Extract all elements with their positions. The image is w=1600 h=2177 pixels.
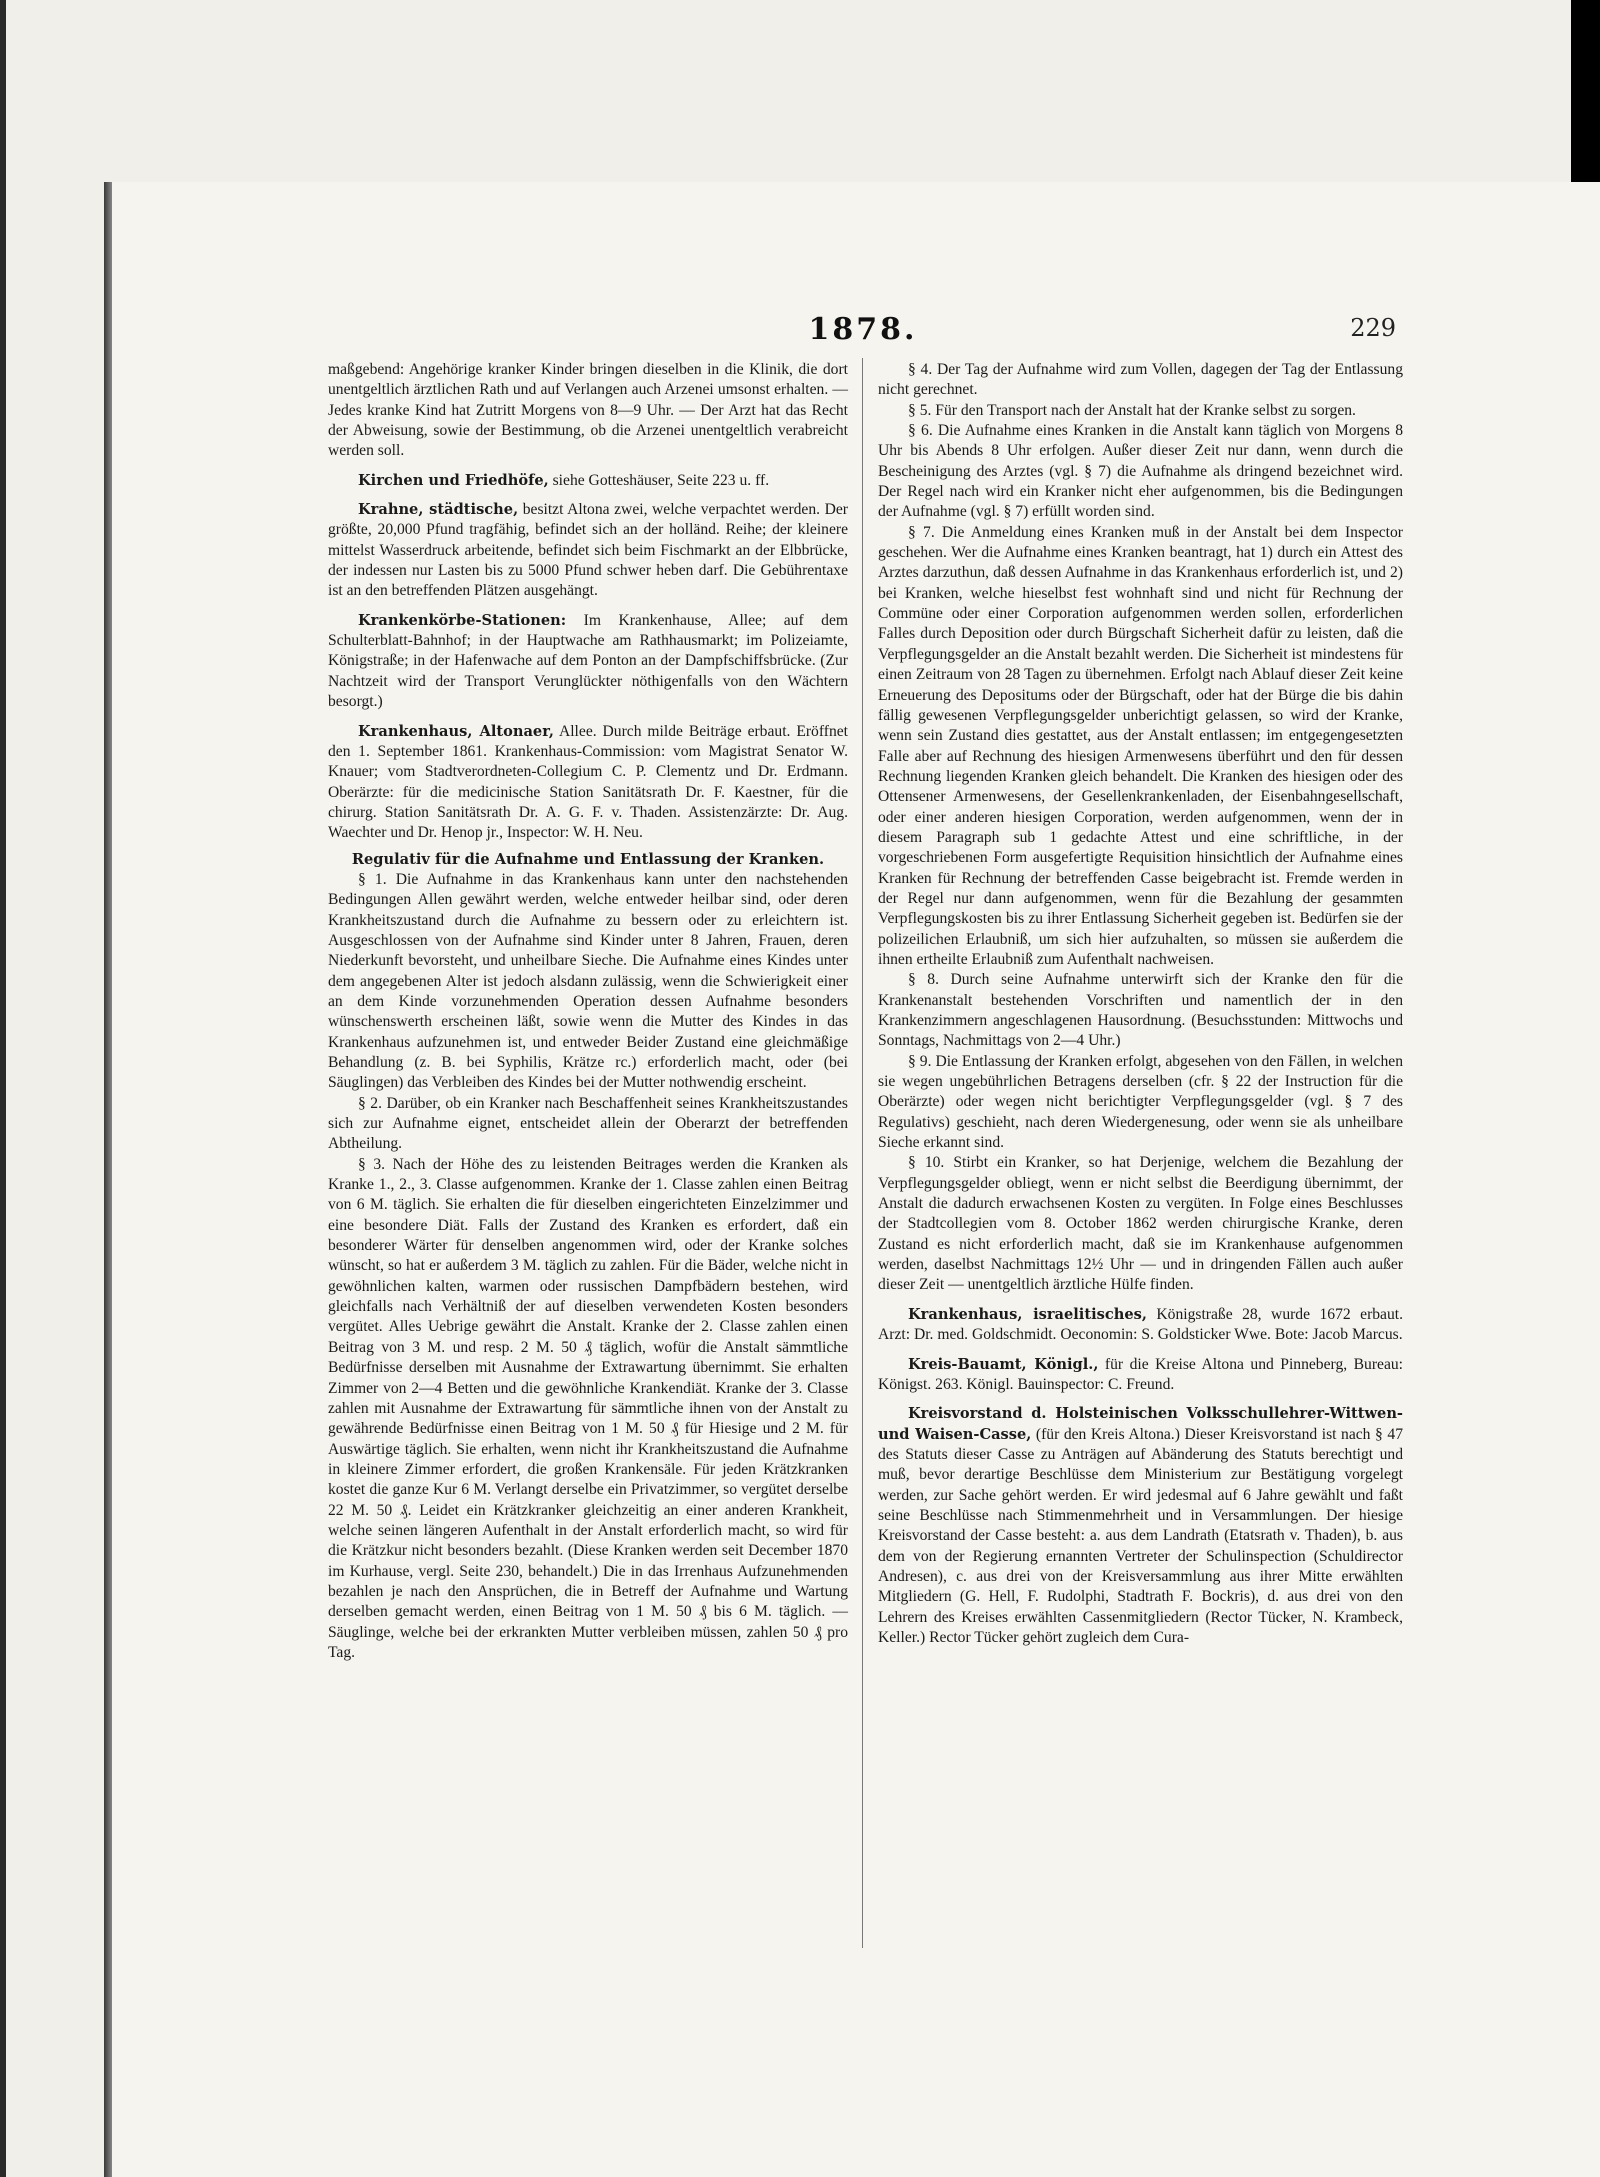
entry-headword: Kirchen und Friedhöfe,	[358, 471, 549, 489]
paragraph-8: § 8. Durch seine Aufnahme unterwirft sich der Kranke den für die Krankenanstalt bestehenden Vorschriften und namentlich der in den Krankenzimmern angeschlagenen Hausordnung. (Besuchsstunden: Mittwochs und Sonntags, Nachmittags von 2—4 Uhr.)	[878, 971, 1403, 1050]
paragraph-10: § 10. Stirbt ein Kranker, so hat Derjenige, welchem die Bezahlung der Verpflegungsgelder obliegt, wenn er nicht selbst die Beerdigung übernimmt, der Anstalt die dadurch erwachsenen Kosten zu vergüten. In Folge eines Beschlusses der Stadtcollegien vom 8. October 1862 werden chirurgische Kranke, deren Zustand es nicht erforderlich macht, daß sie im Krankenhause aufgenommen werden, daselbst Nachmittags 12½ Uhr — und in dringenden Fällen auch außer dieser Zeit — unentgeltlich ärztliche Hülfe finden.	[878, 1154, 1403, 1294]
page-year: 1878.	[808, 312, 918, 347]
paragraph-3: § 3. Nach der Höhe des zu leistenden Beitrages werden die Kranken als Kranke 1., 2., 3. Classe aufgenommen. Kranke der 1. Classe zahlen einen Beitrag von 6 M. täglich. Sie erhalten die für dieselben eingerichteten Einzelzimmer und eine besondere Diät. Falls der Zustand des Kranken es erfordert, daß ein besonderer Wärter für denselben angenommen wird, oder der Kranke solches wünscht, so hat er außerdem 3 M. täglich zu zahlen. Für die Bäder, welche nicht in gewöhnlichen kalten, warmen oder russischen Dampfbädern bestehen, wird gleichfalls nach Verhältniß der auf dieselben verwendeten Kosten besonders vergütet. Alles Uebrige gewährt die Anstalt. Kranke der 2. Classe zahlen einen Beitrag von 3 M. und resp. 2 M. 50 ₰ täglich, wofür die Anstalt sämmtliche Bedürfnisse derselben mit Ausnahme der Extrawartung übernimmt. Sie erhalten Zimmer von 2—4 Betten und die gewöhnliche Krankendiät. Kranke der 3. Classe zahlen mit Ausnahme der Extrawartung für sämmtliche ihnen von der Anstalt zu gewährende Bedürfnisse einen Beitrag von 1 M. 50 ₰ für Hiesige und 2 M. für Auswärtige täglich. Sie erhalten, wenn nicht ihr Krankheitszustand die Aufnahme in kleinere Zimmer erfordert, die großen Krankensäle. Für jeden Krätzkranken kostet die ganze Kur 6 M. Verlangt derselbe ein Privatzimmer, so vergütet derselbe 22 M. 50 ₰. Leidet ein Krätzkranker gleichzeitig an einer anderen Krankheit, welche seinen längeren Aufenthalt in der Anstalt erforderlich macht, so wird für die Krätzkur nicht besonders bezahlt. (Diese Kranken werden seit December 1870 im Kurhause, vergl. Seite 230, behandelt.) Die in das Irrenhaus Aufzunehmenden bezahlen je nach den Ansprüchen, die in Betreff der Aufnahme und Wartung derselben gemacht werden, einen Beitrag von 1 M. 50 ₰ bis 6 M. täglich. — Säuglinge, welche bei der erkrankten Mutter verbleiben müssen, zahlen 50 ₰ pro Tag.	[328, 1155, 848, 1661]
entry-kirchen	[328, 471, 848, 491]
paragraph-6: § 6. Die Aufnahme eines Kranken in die Anstalt kann täglich von Morgens 8 Uhr bis Abends 8 Uhr erfolgen. Außer dieser Zeit nur dann, wenn durch die Bescheinigung des Arztes (vgl. § 7) die Aufnahme als dringend bezeichnet wird. Der Regel nach wird ein Kranker nicht eher aufgenommen, bis die Bedingungen der Aufnahme (vgl. § 7) erfüllt worden sind.	[878, 422, 1403, 521]
entry-headword: Kreis-Bauamt, Königl.,	[908, 1355, 1099, 1373]
entry-text: Im Krankenhause, Allee; auf dem Schulterblatt-Bahnhof; in der Hauptwache am Rathhausmarkt; im Polizeiamte, Königstraße; in der Hafenwache auf dem Ponton an der Dampfschiffsbrücke. (Zur Nachtzeit wird der Transport Verunglückter nöthigenfalls von den Wächtern besorgt.)	[328, 611, 848, 711]
entry-headword: Krahne, städtische,	[358, 501, 519, 519]
entry-headword: Krankenkörbe-Stationen:	[358, 611, 567, 629]
entry-text: (für den Kreis Altona.) Dieser Kreisvorstand ist nach § 47 des Statuts dieser Casse zu Anträgen auf Abänderung des Statuts berechtigt und muß, bevor derartige Beschlüsse dem Ministerium zur Bestätigung vorgelegt werden, zur Sache gehört werden. Er wird jedesmal auf 6 Jahre gewählt und faßt seine Beschlüsse nach Stimmenmehrheit und in Versammlungen. Der hiesige Kreisvorstand der Casse besteht: a. aus dem Landrath (Etatsrath v. Thaden), b. aus dem von der Regierung ernannten Vertreter der Schulinspection (Schuldirector Andresen), c. aus drei von der Kreisversammlung aus ihrer Mitte erwählten Mitgliedern (G. Hell, F. Rudolphi, Stadtrath F. Bockris), d. aus drei von den Lehrern des Kreises erwählten Cassenmitgliedern (Rector Tücker, N. Krambeck, Keller.) Rector Tücker gehört zugleich dem Cura-	[878, 1425, 1403, 1646]
entry-krankenkoerbe	[328, 611, 848, 713]
paragraph-4: § 4. Der Tag der Aufnahme wird zum Vollen, dagegen der Tag der Entlassung nicht gerechnet.	[878, 361, 1403, 399]
entry-kreisvorstand	[878, 1404, 1403, 1648]
page-number: 229	[1350, 314, 1396, 342]
entry-text: Königstraße 28, wurde 1672 erbaut. Arzt: Dr. med. Goldschmidt. Oeconomin: S. Goldsticker Wwe. Bote: Jacob Marcus.	[878, 1305, 1404, 1344]
entry-text: siehe Gotteshäuser, Seite 223 u. ff.	[548, 471, 770, 489]
entry-headword: Krankenhaus, israelitisches,	[908, 1305, 1147, 1323]
regulativ-heading: Regulativ für die Aufnahme und Entlassung der Kranken.	[351, 850, 825, 868]
page-header	[330, 312, 1396, 352]
paragraph-9: § 9. Die Entlassung der Kranken erfolgt, abgesehen von den Fällen, in welchen sie wegen ungebührlichen Betragens derselben (cfr. § 22 der Instruction für die Oberärzte) oder wegen nicht berichtigter Verpflegungsgelder (vgl. § 7 des Regulativs) geschieht, nach deren Wiedergenesung, oder wenn sie als unheilbare Sieche erkannt sind.	[878, 1052, 1403, 1152]
entry-krankenhaus-israelitisches	[878, 1305, 1403, 1346]
entry-krahne	[328, 500, 848, 602]
entry-headword: Kreisvorstand d. Holsteinischen Volksschullehrer-Wittwen- und Waisen-Casse,	[878, 1405, 1403, 1443]
clinic-continuation: maßgebend: Angehörige kranker Kinder bringen dieselben in die Klinik, die dort unentgeltlich ärztlichen Rath und auf Verlangen auch Arzenei umsonst erhalten. — Jedes kranke Kind hat Zutritt Morgens von 8—9 Uhr. — Der Arzt hat das Recht der Abweisung, sowie der Bestimmung, ob die Arzenei unentgeltlich verabreicht werden soll.	[328, 361, 848, 460]
paragraph-2: § 2. Darüber, ob ein Kranker nach Beschaffenheit seines Krankheitszustandes sich zur Aufnahme eignet, entscheidet allein der Oberarzt der betreffenden Abtheilung.	[328, 1094, 848, 1153]
left-column	[328, 360, 848, 1663]
entry-text: besitzt Altona zwei, welche verpachtet werden. Der größte, 20,000 Pfund tragfähig, befindet sich an der holländ. Reihe; der kleinere mittelst Wasserdruck arbeitende, befindet sich beim Fischmarkt an der Elbbrücke, der indessen nur Lasten bis zu 5000 Pfund schwer heben darf. Die Gebührentaxe ist an den betreffenden Plätzen ausgehängt.	[328, 501, 848, 600]
entry-krankenhaus-altonaer	[328, 722, 848, 844]
entry-kreis-bauamt	[878, 1355, 1403, 1396]
entry-text: Allee. Durch milde Beiträge erbaut. Eröffnet den 1. September 1861. Krankenhaus-Commission: vom Magistrat Senator W. Knauer; vom Stadtverordneten-Collegium C. P. Clementz und Dr. Erdmann. Oberärzte: für die medicinische Station Sanitätsrath Dr. F. Kaestner, für die chirurg. Station Sanitätsrath Dr. A. G. F. v. Thaden. Assistenzärzte: Dr. Aug. Waechter und Dr. Henop jr., Inspector: W. H. Neu.	[328, 722, 849, 842]
column-divider	[862, 358, 863, 1948]
paragraph-7: § 7. Die Anmeldung eines Kranken muß in der Anstalt bei dem Inspector geschehen. Wer die Aufnahme eines Kranken beantragt, hat 1) durch ein Attest des Arztes darzuthun, daß dessen Aufnahme in das Krankenhaus erforderlich ist, und 2) bei Kranken, welche hieselbst fest wohnhaft sind und nicht für Rechnung der Commüne oder einer Corporation aufgenommen werden sollen, erforderlichen Falles durch Deposition oder durch Bürgschaft Sicherheit dafür zu leisten, daß die Verpflegungsgelder an die Anstalt bezahlt werden. Die Sicherheit ist mindestens für einen Zeitraum von 28 Tagen zu übernehmen. Erfolgt nach Ablauf dieser Zeit keine Erneuerung des Depositums oder der Bürgschaft, oder hat der Bürge die bis dahin fällig gewesenen Verpflegungsgelder unberichtigt gelassen, so wird der Kranke, wenn sein Zustand dies gestattet, aus der Anstalt entlassen; im entgegengesetzten Falle aber auf Rechnung des hiesigen Armenwesens überführt und den für dessen Rechnung liegenden Kranken gleich behandelt. Die Kranken des hiesigen oder des Ottensener Armenwesens, der Gesellenkrankenladen, der Eisenbahngesellschaft, oder einer anderen hiesigen Corporation, werden aufgenommen, wenn der in diesem Paragraph sub 1 gedachte Attest und eine schriftliche, in der vorgeschriebenen Form ausgefertigte Requisition hinsichtlich der Aufnahme eines Kranken für Rechnung der betreffenden Casse beigebracht ist. Fremde werden in der Regel nur dann aufgenommen, wenn für die Bezahlung der gesammten Verpflegungskosten bis zu ihrer Entlassung Sicherheit gegeben ist. Bedürfen sie der polizeilichen Erlaubniß, um sich hier aufzuhalten, so müssen sie außerdem die ihnen ertheilte Erlaubniß zum Aufenthalt nachweisen.	[878, 523, 1403, 968]
entry-text: für die Kreise Altona und Pinneberg, Bureau: Königst. 263. Königl. Bauinspector: C. Freund.	[878, 1355, 1403, 1393]
entry-headword: Krankenhaus, Altonaer,	[358, 722, 554, 740]
paragraph-5: § 5. Für den Transport nach der Anstalt hat der Kranke selbst zu sorgen.	[908, 401, 1356, 419]
paragraph-1: § 1. Die Aufnahme in das Krankenhaus kann unter den nachstehenden Bedingungen Allen gewährt werden, welche entweder heilbar sind, oder deren Krankheitszustand durch die Aufnahme zu bessern oder zu erleichtern ist. Ausgeschlossen von der Aufnahme sind Kinder unter 8 Jahren, Frauen, deren Niederkunft bevorsteht, und unheilbare Sieche. Die Aufnahme eines Kindes unter dem angegebenen Alter ist jedoch alsdann zulässig, wenn die Schwierigkeit einer an dem Kinde vorzunehmenden Operation dessen Aufnahme besonders wünschenswerth erscheinen läßt, sowie wenn die Mutter des Kindes in das Krankenhaus aufzunehmen ist, und entweder Beider Zustand eine gleichmäßige Behandlung (z. B. bei Syphilis, Krätze rc.) erforderlich macht, oder (bei Säuglingen) das Verbleiben des Kindes bei der Mutter nothwendig erscheint.	[328, 870, 848, 1092]
right-column	[878, 360, 1403, 1648]
